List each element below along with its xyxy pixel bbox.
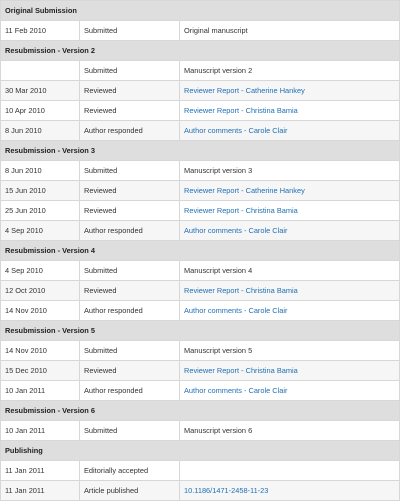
history-date: 10 Apr 2010 [1,101,80,121]
section-header-row [1,441,400,461]
history-detail-text: Original manuscript [184,26,248,35]
history-detail-cell [180,461,400,481]
history-row [1,181,400,201]
history-row [1,481,400,501]
history-row [1,381,400,401]
history-date: 15 Jun 2010 [1,181,80,201]
history-status: Author responded [80,121,180,141]
history-status: Article published [80,481,180,501]
history-row [1,301,400,321]
history-status: Reviewed [80,361,180,381]
section-title: Resubmission - Version 6 [1,401,400,421]
section-header-row [1,241,400,261]
history-date [1,61,80,81]
section-title: Resubmission - Version 5 [1,321,400,341]
history-detail-cell [180,121,400,141]
history-status: Author responded [80,221,180,241]
history-status: Reviewed [80,281,180,301]
history-row [1,201,400,221]
history-row [1,361,400,381]
history-detail-link[interactable]: Reviewer Report - Catherine Hankey [184,186,305,195]
history-date: 8 Jun 2010 [1,161,80,181]
history-detail-text: Manuscript version 4 [184,266,253,275]
history-status: Submitted [80,341,180,361]
history-detail-cell [180,221,400,241]
history-row [1,261,400,281]
history-detail-link[interactable]: Reviewer Report - Christina Bamia [184,206,298,215]
history-detail-cell [180,101,400,121]
history-status: Editorially accepted [80,461,180,481]
history-row [1,101,400,121]
history-row [1,221,400,241]
history-status: Reviewed [80,81,180,101]
section-header-row [1,321,400,341]
history-detail-cell [180,381,400,401]
section-title: Resubmission - Version 3 [1,141,400,161]
history-status: Submitted [80,61,180,81]
section-header-row [1,1,400,21]
history-row [1,81,400,101]
history-detail-cell [180,481,400,501]
history-detail-cell [180,261,400,281]
history-status: Submitted [80,161,180,181]
history-date: 11 Jan 2011 [1,461,80,481]
history-detail-cell [180,181,400,201]
history-row [1,421,400,441]
history-detail-link[interactable]: Reviewer Report - Christina Bamia [184,366,298,375]
history-status: Submitted [80,261,180,281]
history-detail-link[interactable]: Reviewer Report - Christina Bamia [184,106,298,115]
history-detail-cell [180,21,400,41]
history-detail-link[interactable]: Author comments - Carole Clair [184,386,288,395]
history-status: Author responded [80,301,180,321]
history-date: 30 Mar 2010 [1,81,80,101]
history-date: 15 Dec 2010 [1,361,80,381]
history-date: 11 Jan 2011 [1,481,80,501]
history-detail-cell [180,61,400,81]
history-detail-text: Manuscript version 6 [184,426,253,435]
history-row [1,161,400,181]
history-status: Reviewed [80,101,180,121]
history-date: 14 Nov 2010 [1,301,80,321]
history-detail-link[interactable]: Author comments - Carole Clair [184,306,288,315]
history-detail-text: Manuscript version 2 [184,66,253,75]
history-detail-link[interactable]: Reviewer Report - Christina Bamia [184,286,298,295]
history-row [1,341,400,361]
history-row [1,281,400,301]
section-header-row [1,401,400,421]
history-detail-cell [180,81,400,101]
history-detail-text: Manuscript version 5 [184,346,253,355]
history-detail-cell [180,161,400,181]
section-title: Resubmission - Version 4 [1,241,400,261]
history-detail-text: Manuscript version 3 [184,166,253,175]
history-date: 8 Jun 2010 [1,121,80,141]
history-date: 11 Feb 2010 [1,21,80,41]
history-status: Author responded [80,381,180,401]
history-date: 10 Jan 2011 [1,421,80,441]
section-header-row [1,141,400,161]
history-date: 25 Jun 2010 [1,201,80,221]
history-detail-link[interactable]: Author comments - Carole Clair [184,226,288,235]
history-detail-cell [180,361,400,381]
section-title: Publishing [1,441,400,461]
history-detail-cell [180,421,400,441]
history-row [1,121,400,141]
history-detail-cell [180,341,400,361]
history-status: Submitted [80,21,180,41]
history-date: 4 Sep 2010 [1,261,80,281]
history-row [1,461,400,481]
history-row [1,21,400,41]
history-date: 12 Oct 2010 [1,281,80,301]
history-detail-cell [180,301,400,321]
history-table-body [1,1,400,501]
history-detail-link[interactable]: Reviewer Report - Catherine Hankey [184,86,305,95]
history-detail-link[interactable]: 10.1186/1471-2458-11-23 [184,486,269,495]
section-header-row [1,41,400,61]
history-date: 4 Sep 2010 [1,221,80,241]
history-status: Submitted [80,421,180,441]
history-date: 10 Jan 2011 [1,381,80,401]
history-detail-link[interactable]: Author comments - Carole Clair [184,126,288,135]
history-row [1,61,400,81]
history-detail-cell [180,281,400,301]
history-detail-cell [180,201,400,221]
history-date: 14 Nov 2010 [1,341,80,361]
section-title: Original Submission [1,1,400,21]
history-status: Reviewed [80,181,180,201]
history-status: Reviewed [80,201,180,221]
section-title: Resubmission - Version 2 [1,41,400,61]
